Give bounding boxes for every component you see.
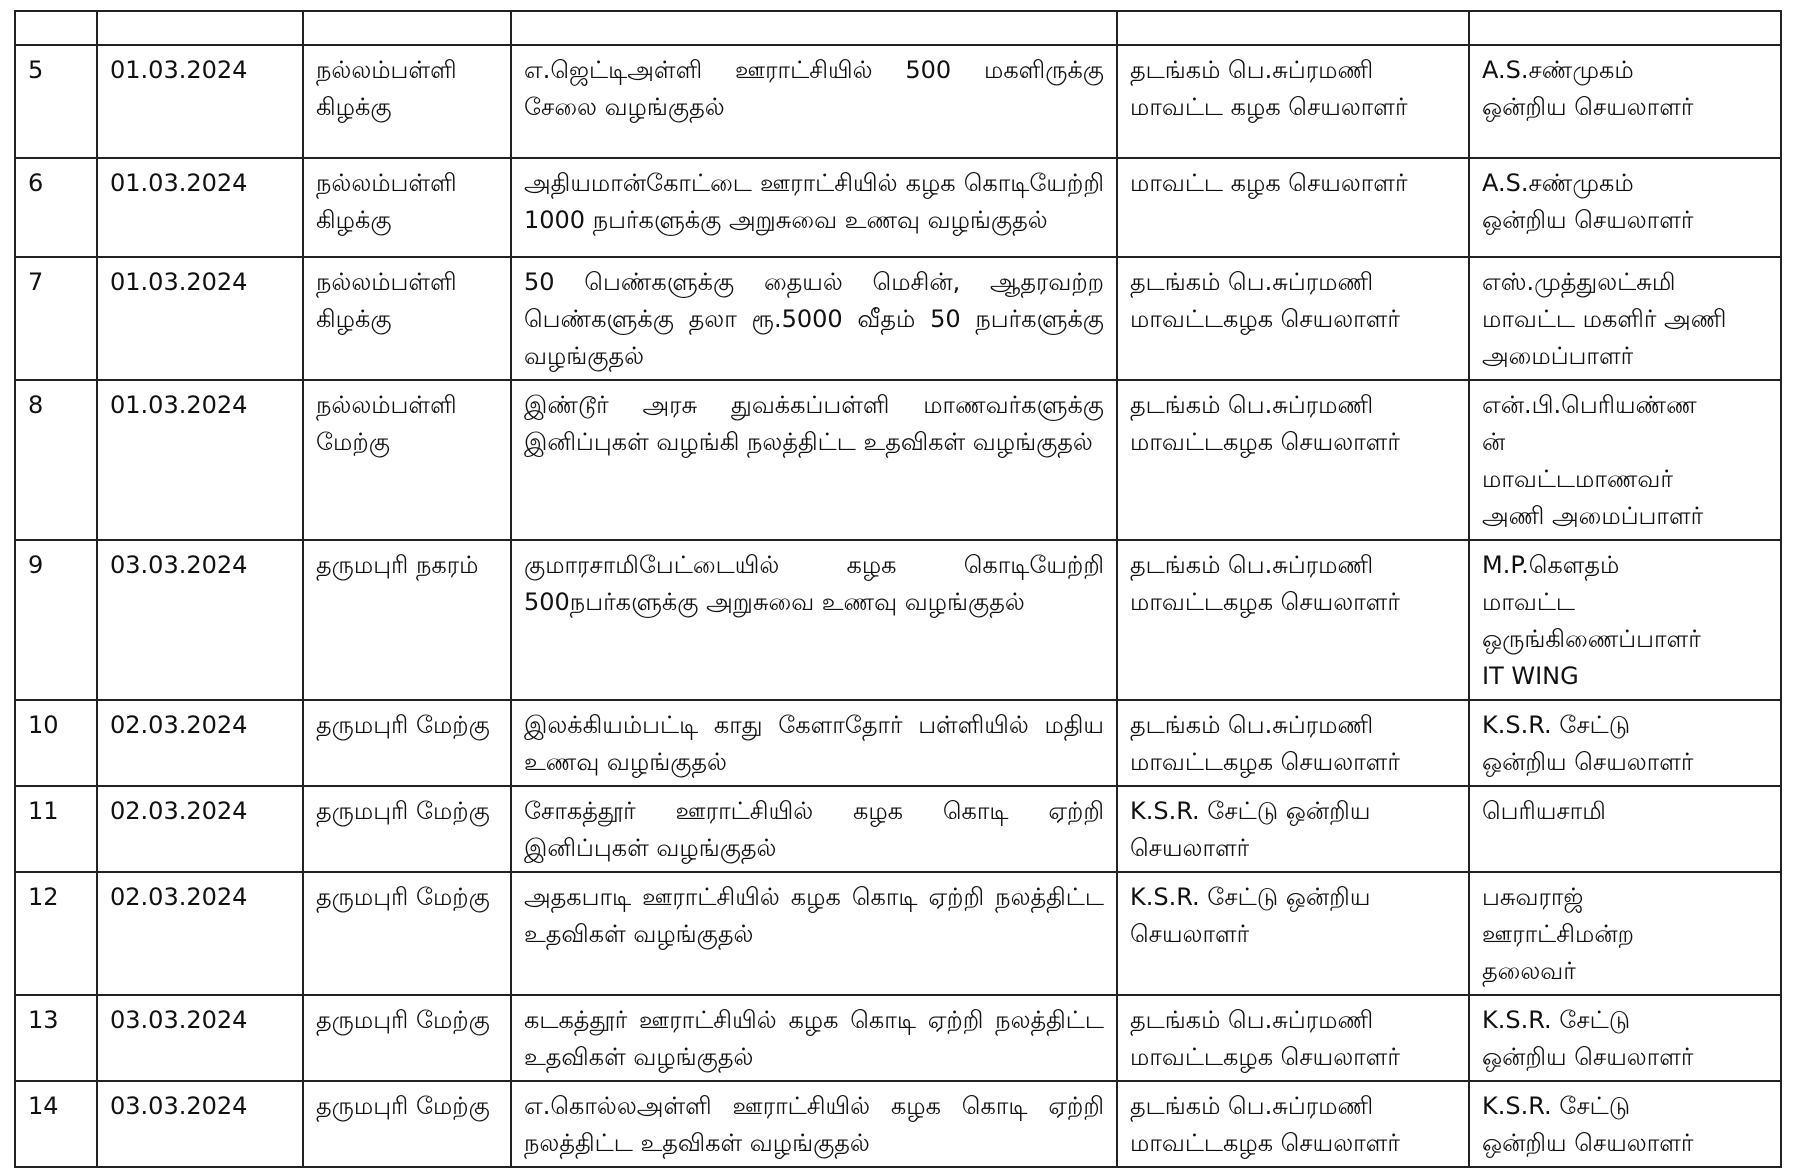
organizer-line: ஒன்றிய செயலாளர் [1482,1129,1694,1157]
event-description-cell: எ.ஜெட்டிஅள்ளி ஊராட்சியில் 500 மகளிருக்கு சேலை வழங்குதல் [511,45,1117,158]
organizer-line: M.P.கௌதம் [1482,551,1620,579]
organizer-line: ஒன்றிய செயலாளர் [1482,1043,1694,1071]
serial-number-cell: 9 [15,540,97,700]
serial-number-cell: 8 [15,380,97,540]
organizer-line: ஊராட்சிமன்ற [1482,920,1634,948]
date-cell: 02.03.2024 [97,786,303,872]
chief-guest-cell: தடங்கம் பெ.சுப்ரமணி மாவட்டகழக செயலாளர் [1117,257,1469,380]
chief-guest-cell: தடங்கம் பெ.சுப்ரமணி மாவட்டகழக செயலாளர் [1117,995,1469,1081]
event-description-cell: இண்டூர் அரசு துவக்கப்பள்ளி மாணவர்களுக்கு இனிப்புகள் வழங்கி நலத்திட்ட உதவிகள் வழங்குதல் [511,380,1117,540]
table-row [15,995,1781,1081]
area-cell: தருமபுரி மேற்கு [303,786,511,872]
table-row [15,700,1781,786]
date-cell: 02.03.2024 [97,700,303,786]
header-cell [303,11,511,45]
chief-guest-cell: K.S.R. சேட்டு ஒன்றிய செயலாளர் [1117,786,1469,872]
chief-guest-cell: தடங்கம் பெ.சுப்ரமணி மாவட்ட கழக செயலாளர் [1117,45,1469,158]
date-cell: 03.03.2024 [97,995,303,1081]
organizer-line: K.S.R. சேட்டு [1482,711,1631,739]
area-cell: தருமபுரி மேற்கு [303,995,511,1081]
organizer-line: அணி அமைப்பாளர் [1482,502,1704,530]
organizer-line: K.S.R. சேட்டு [1482,1092,1631,1120]
area-cell: தருமபுரி மேற்கு [303,1081,511,1167]
serial-number-cell: 5 [15,45,97,158]
date-cell: 01.03.2024 [97,158,303,257]
table-row [15,257,1781,380]
table-row [15,45,1781,158]
table-row [15,786,1781,872]
area-cell: நல்லம்பள்ளி மேற்கு [303,380,511,540]
organizer-line: பசுவராஜ் [1482,883,1584,911]
table-row [15,380,1781,540]
organizer-line: ஒன்றிய செயலாளர் [1482,206,1694,234]
area-cell: நல்லம்பள்ளி கிழக்கு [303,45,511,158]
organizer-line: தலைவர் [1482,957,1576,985]
serial-number-cell: 14 [15,1081,97,1167]
organizer-line: IT WING [1482,662,1579,690]
organizer-line: மாவட்ட மகளிர் அணி [1482,305,1727,333]
date-cell: 01.03.2024 [97,45,303,158]
organizer-line: A.S.சண்முகம் [1482,169,1634,197]
organizer-cell [1469,380,1781,540]
serial-number-cell: 13 [15,995,97,1081]
table-row [15,872,1781,995]
organizer-line: K.S.R. சேட்டு [1482,1006,1631,1034]
serial-number-cell: 12 [15,872,97,995]
date-cell: 01.03.2024 [97,257,303,380]
table-row [15,540,1781,700]
event-description-cell: கடகத்தூர் ஊராட்சியில் கழக கொடி ஏற்றி நலத்திட்ட உதவிகள் வழங்குதல் [511,995,1117,1081]
header-row [15,11,1781,45]
area-cell: நல்லம்பள்ளி கிழக்கு [303,158,511,257]
header-cell [97,11,303,45]
area-cell: தருமபுரி மேற்கு [303,700,511,786]
table-row [15,158,1781,257]
organizer-cell [1469,995,1781,1081]
date-cell: 03.03.2024 [97,540,303,700]
table-body [15,11,1781,1167]
chief-guest-cell: மாவட்ட கழக செயலாளர் [1117,158,1469,257]
date-cell: 03.03.2024 [97,1081,303,1167]
chief-guest-cell: தடங்கம் பெ.சுப்ரமணி மாவட்டகழக செயலாளர் [1117,1081,1469,1167]
organizer-line: மாவட்டமாணவர் [1482,465,1673,493]
area-cell: தருமபுரி நகரம் [303,540,511,700]
serial-number-cell: 10 [15,700,97,786]
organizer-line: ஒன்றிய செயலாளர் [1482,93,1694,121]
organizer-cell [1469,786,1781,872]
organizer-line: என்.பி.பெரியண்ண [1482,391,1697,419]
date-cell: 02.03.2024 [97,872,303,995]
serial-number-cell: 6 [15,158,97,257]
organizer-line: ஒன்றிய செயலாளர் [1482,748,1694,776]
event-description-cell: இலக்கியம்பட்டி காது கேளாதோர் பள்ளியில் மதிய உணவு வழங்குதல் [511,700,1117,786]
chief-guest-cell: தடங்கம் பெ.சுப்ரமணி மாவட்டகழக செயலாளர் [1117,700,1469,786]
organizer-line: ஒருங்கிணைப்பாளர் [1482,625,1701,653]
organizer-line: மாவட்ட [1482,588,1576,616]
serial-number-cell: 11 [15,786,97,872]
event-description-cell: அதியமான்கோட்டை ஊராட்சியில் கழக கொடியேற்றி 1000 நபர்களுக்கு அறுசுவை உணவு வழங்குதல் [511,158,1117,257]
organizer-cell [1469,540,1781,700]
organizer-cell [1469,1081,1781,1167]
serial-number-cell: 7 [15,257,97,380]
organizer-cell [1469,257,1781,380]
area-cell: தருமபுரி மேற்கு [303,872,511,995]
area-cell: நல்லம்பள்ளி கிழக்கு [303,257,511,380]
organizer-line: எஸ்.முத்துலட்சுமி [1482,268,1676,296]
organizer-line: A.S.சண்முகம் [1482,56,1634,84]
event-description-cell: சோகத்தூர் ஊராட்சியில் கழக கொடி ஏற்றி இனிப்புகள் வழங்குதல் [511,786,1117,872]
event-description-cell: எ.கொல்லஅள்ளி ஊராட்சியில் கழக கொடி ஏற்றி நலத்திட்ட உதவிகள் வழங்குதல் [511,1081,1117,1167]
header-cell [15,11,97,45]
program-table [14,10,1782,1168]
chief-guest-cell: தடங்கம் பெ.சுப்ரமணி மாவட்டகழக செயலாளர் [1117,540,1469,700]
organizer-cell [1469,158,1781,257]
organizer-cell [1469,45,1781,158]
organizer-line: பெரியசாமி [1482,797,1606,825]
table-row [15,1081,1781,1167]
chief-guest-cell: தடங்கம் பெ.சுப்ரமணி மாவட்டகழக செயலாளர் [1117,380,1469,540]
event-description-cell: 50 பெண்களுக்கு தையல் மெசின், ஆதரவற்ற பெண்களுக்கு தலா ரூ.5000 வீதம் 50 நபர்களுக்கு வழங்குதல் [511,257,1117,380]
organizer-line: ன் [1482,428,1506,456]
event-description-cell: குமாரசாமிபேட்டையில் கழக கொடியேற்றி 500நபர்களுக்கு அறுசுவை உணவு வழங்குதல் [511,540,1117,700]
chief-guest-cell: K.S.R. சேட்டு ஒன்றிய செயலாளர் [1117,872,1469,995]
header-cell [511,11,1117,45]
organizer-line: அமைப்பாளர் [1482,342,1634,370]
organizer-cell [1469,872,1781,995]
organizer-cell [1469,700,1781,786]
header-cell [1117,11,1469,45]
date-cell: 01.03.2024 [97,380,303,540]
header-cell [1469,11,1781,45]
event-description-cell: அதகபாடி ஊராட்சியில் கழக கொடி ஏற்றி நலத்திட்ட உதவிகள் வழங்குதல் [511,872,1117,995]
